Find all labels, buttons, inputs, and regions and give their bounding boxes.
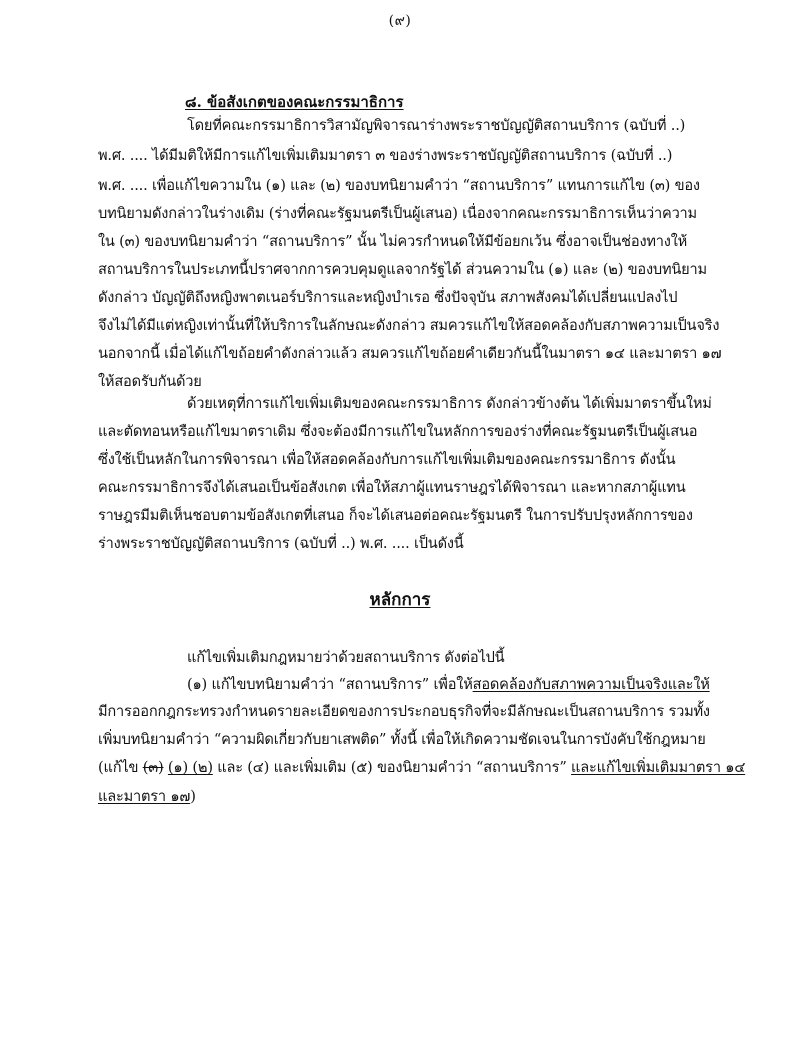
paragraph-line: ซึ่งใช้เป็นหลักในการพิจารณา เพื่อให้สอดคล้องกับการแก้ไขเพิ่มเติมของคณะกรรมาธิการ ดังนั้น [98,451,676,468]
paragraph-line: โดยที่คณะกรรมาธิการวิสามัญพิจารณาร่างพระราชบัญญัติสถานบริการ (ฉบับที่ ..) [187,117,686,134]
section-heading-observations: ๘. ข้อสังเกตของคณะกรรมาธิการ [185,93,404,111]
paragraph-line: คณะกรรมาธิการจึงได้เสนอเป็นข้อสังเกต เพื่อให้สภาผู้แทนราษฎรได้พิจารณา และหากสภาผู้แทน [98,479,686,496]
principle-intro: แก้ไขเพิ่มเติมกฎหมายว่าด้วยสถานบริการ ดังต่อไปนี้ [187,649,505,666]
principle-item-line: เพิ่มบทนิยามคำว่า “ความผิดเกี่ยวกับยาเสพติด” ทั้งนี้ เพื่อให้เกิดความชัดเจนในการบังคับใช้กฎหมาย [98,731,706,748]
page-number: (๙) [388,13,412,29]
item-text: และ (๔) และเพิ่มเติม (๕) ของนิยามคำว่า “สถานบริการ” [212,759,572,776]
principle-heading: หลักการ [369,590,431,610]
principle-item-line [187,675,710,695]
paragraph-line: และตัดทอนหรือแก้ไขมาตราเดิม ซึ่งจะต้องมีการแก้ไขในหลักการของร่างที่คณะรัฐมนตรีเป็นผู้เสนอ [98,423,698,440]
principle-item-line [98,758,745,778]
paragraph-line: นอกจากนี้ เมื่อได้แก้ไขถ้อยคำดังกล่าวแล้ว สมควรแก้ไขถ้อยคำเดียวกันนี้ในมาตรา ๑๔ และมาตรา ๑๗ [98,345,722,362]
paragraph-line: ด้วยเหตุที่การแก้ไขเพิ่มเติมของคณะกรรมาธิการ ดังกล่าวข้างต้น ได้เพิ่มมาตราขึ้นใหม่ [187,395,712,412]
paragraph-line: สถานบริการในประเภทนี้ปราศจากการควบคุมดูแลจากรัฐได้ ส่วนความใน (๑) และ (๒) ของบทนิยาม [98,261,707,278]
underlined-amendment: (๑) (๒) [167,759,213,776]
paragraph-line: จึงไม่ได้มีแต่หญิงเท่านั้นที่ให้บริการในลักษณะดังกล่าว สมควรแก้ไขให้สอดคล้องกับสภาพความเป็นจริง [98,317,720,334]
paragraph-line: ใน (๓) ของบทนิยามคำว่า “สถานบริการ” นั้น ไม่ควรกำหนดให้มีข้อยกเว้น ซึ่งอาจเป็นช่องทางให้ [98,233,688,250]
underlined-amendment: และมาตรา ๑๗ [98,788,191,805]
item-text: (๑) แก้ไขบทนิยามคำว่า “สถานบริการ” เพื่อให้ [187,676,473,693]
item-text: ) [190,788,196,805]
underlined-amendment: และแก้ไขเพิ่มเติมมาตรา ๑๔ [571,759,746,776]
paragraph-line: ดังกล่าว บัญญัติถึงหญิงพาตเนอร์บริการและหญิงบำเรอ ซึ่งปัจจุบัน สภาพสังคมได้เปลี่ยนแปลงไป [98,289,678,306]
principle-item-line [98,787,196,807]
item-text: (แก้ไข [98,759,143,776]
paragraph-line: ราษฎรมีมติเห็นชอบตามข้อสังเกตที่เสนอ ก็จะได้เสนอต่อคณะรัฐมนตรี ในการปรับปรุงหลักการของ [98,507,693,524]
paragraph-line: พ.ศ. .... เพื่อแก้ไขความใน (๑) และ (๒) ของบทนิยามคำว่า “สถานบริการ” แทนการแก้ไข (๓) ของ [98,177,700,194]
principle-item-line: มีการออกกฎกระทรวงกำหนดรายละเอียดของการประกอบธุรกิจที่จะมีลักษณะเป็นสถานบริการ รวมทั้ง [98,703,710,720]
paragraph-line: บทนิยามดังกล่าวในร่างเดิม (ร่างที่คณะรัฐมนตรีเป็นผู้เสนอ) เนื่องจากคณะกรรมาธิการเห็นว่าความ [98,205,697,222]
paragraph-line: ร่างพระราชบัญญัติสถานบริการ (ฉบับที่ ..) พ.ศ. .... เป็นดังนี้ [98,535,464,552]
struck-text: (๓) [142,759,164,776]
paragraph-line: ให้สอดรับกันด้วย [98,373,202,390]
paragraph-line: พ.ศ. .... ได้มีมติให้มีการแก้ไขเพิ่มเติมมาตรา ๓ ของร่างพระราชบัญญัติสถานบริการ (ฉบับที่ ..) [98,147,673,164]
underlined-amendment: สอดคล้องกับสภาพความเป็นจริงและให้ [472,676,710,693]
